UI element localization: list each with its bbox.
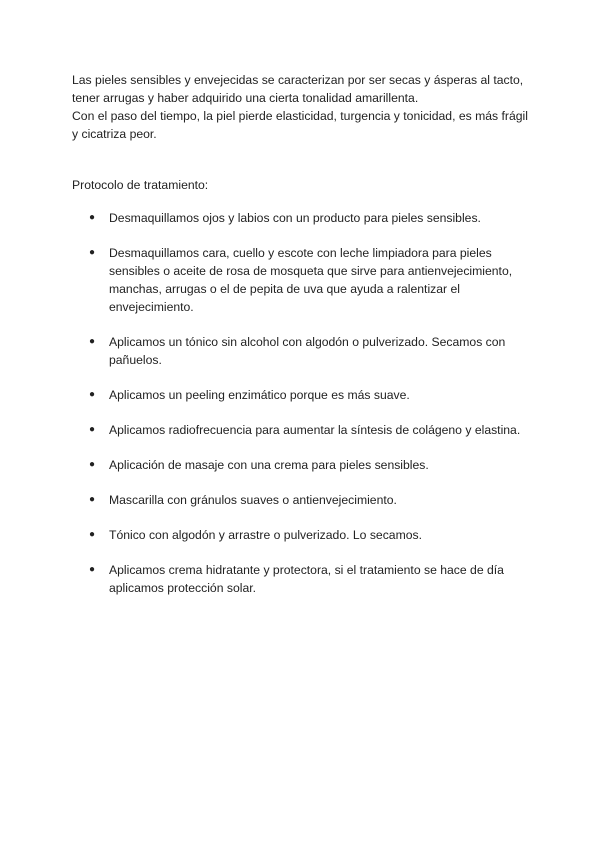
protocol-steps-list bbox=[72, 209, 532, 614]
list-item bbox=[72, 561, 532, 597]
bullet-icon: ● bbox=[89, 529, 96, 540]
list-item-text: Aplicamos crema hidratante y protectora, si el tratamiento se hace de día aplicamos protección solar. bbox=[109, 563, 504, 595]
list-item bbox=[72, 456, 532, 474]
list-item bbox=[72, 209, 532, 227]
bullet-icon: ● bbox=[89, 459, 96, 470]
bullet-icon: ● bbox=[89, 336, 96, 347]
list-item-text: Desmaquillamos cara, cuello y escote con leche limpiadora para pieles sensibles o aceite de rosa de mosqueta que sirve para antienvejecimiento, manchas, arrugas o el de pepita de uva que ayuda a ralentizar el envejecimiento. bbox=[109, 246, 513, 314]
list-item-text: Aplicamos un peeling enzimático porque es más suave. bbox=[109, 388, 410, 402]
protocol-heading: Protocolo de tratamiento: bbox=[72, 178, 209, 192]
list-item-text: Desmaquillamos ojos y labios con un producto para pieles sensibles. bbox=[109, 211, 481, 225]
intro-paragraph bbox=[72, 71, 532, 143]
intro-line-2: Con el paso del tiempo, la piel pierde elasticidad, turgencia y tonicidad, es más frágil y cicatriza peor. bbox=[72, 109, 528, 141]
bullet-icon: ● bbox=[89, 247, 96, 258]
bullet-icon: ● bbox=[89, 494, 96, 505]
list-item-text: Tónico con algodón y arrastre o pulverizado. Lo secamos. bbox=[109, 528, 422, 542]
list-item bbox=[72, 333, 532, 369]
bullet-icon: ● bbox=[89, 212, 96, 223]
bullet-icon: ● bbox=[89, 424, 96, 435]
list-item-text: Aplicamos radiofrecuencia para aumentar la síntesis de colágeno y elastina. bbox=[109, 423, 521, 437]
list-item bbox=[72, 244, 532, 316]
list-item bbox=[72, 491, 532, 509]
intro-line-1: Las pieles sensibles y envejecidas se caracterizan por ser secas y ásperas al tacto, tener arrugas y haber adquirido una cierta tonalidad amarillenta. bbox=[72, 73, 524, 105]
list-item-text: Mascarilla con gránulos suaves o antienvejecimiento. bbox=[109, 493, 397, 507]
list-item bbox=[72, 386, 532, 404]
list-item-text: Aplicación de masaje con una crema para pieles sensibles. bbox=[109, 458, 429, 472]
list-item bbox=[72, 421, 532, 439]
list-item-text: Aplicamos un tónico sin alcohol con algodón o pulverizado. Secamos con pañuelos. bbox=[109, 335, 506, 367]
bullet-icon: ● bbox=[89, 389, 96, 400]
list-item bbox=[72, 526, 532, 544]
bullet-icon: ● bbox=[89, 564, 96, 575]
